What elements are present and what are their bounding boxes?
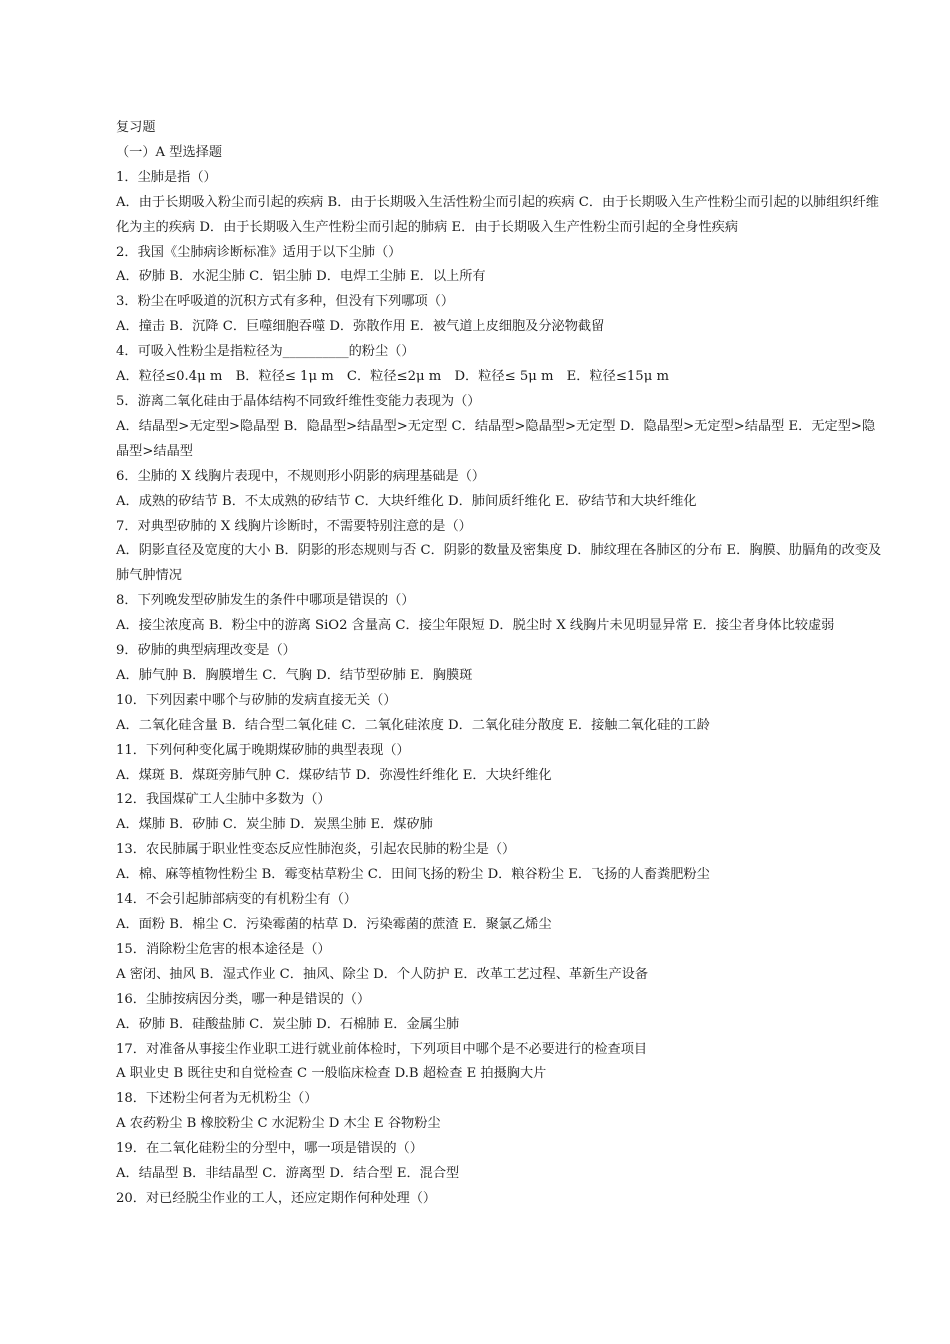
question-options: A．棉、麻等植物性粉尘 B．霉变枯草粉尘 C．田间飞扬的粉尘 D．粮谷粉尘 E．飞扬的人畜粪肥粉尘	[116, 867, 710, 883]
document-content	[116, 116, 886, 1212]
question-options: A．矽肺 B．硅酸盐肺 C．炭尘肺 D．石棉肺 E．金属尘肺	[116, 1016, 460, 1032]
question-stem: 9．矽肺的典型病理改变是（）	[116, 643, 296, 659]
section-heading: （一）A 型选择题	[116, 144, 223, 160]
question-options: A．成熟的矽结节 B．不太成熟的矽结节 C．大块纤维化 D．肺间质纤维化 E．矽结节和大块纤维化	[116, 493, 697, 509]
question-stem: 14．不会引起肺部病变的有机粉尘有（）	[116, 892, 357, 908]
question-options: A．煤肺 B．矽肺 C．炭尘肺 D．炭黑尘肺 E．煤矽肺	[116, 817, 433, 833]
question-stem: 8．下列晚发型矽肺发生的条件中哪项是错误的（）	[116, 593, 415, 609]
question-options: A．撞击 B．沉降 C．巨噬细胞吞噬 D．弥散作用 E．被气道上皮细胞及分泌物截留	[116, 319, 605, 335]
question-options: A．接尘浓度高 B．粉尘中的游离 SiO2 含量高 C．接尘年限短 D．脱尘时 X 线胸片未见明显异常 E．接尘者身体比较虚弱	[116, 618, 835, 634]
question-stem: 20．对已经脱尘作业的工人，还应定期作何种处理（）	[116, 1190, 437, 1206]
question-stem: 19．在二氧化硅粉尘的分型中，哪一项是错误的（）	[116, 1141, 423, 1157]
question-list	[116, 166, 886, 1212]
question-options: A．煤斑 B．煤斑旁肺气肿 C．煤矽结节 D．弥漫性纤维化 E．大块纤维化	[116, 767, 552, 783]
question-options: A．二氧化硅含量 B．结合型二氧化硅 C．二氧化硅浓度 D．二氧化硅分散度 E．接触二氧化硅的工龄	[116, 717, 710, 733]
question-options: A．粒径≤0.4μ m B．粒径≤ 1μ m C．粒径≤2μ m D．粒径≤ 5μ m E．粒径≤15μ m	[116, 369, 669, 385]
question-stem: 4．可吸入性粉尘是指粒径为__________的粉尘（）	[116, 344, 415, 360]
question-options: A 职业史 B 既往史和自觉检查 C 一般临床检查 D.B 超检查 E 拍摄胸大片	[116, 1066, 547, 1082]
question-stem: 10．下列因素中哪个与矽肺的发病直接无关（）	[116, 692, 397, 708]
question-stem: 2．我国《尘肺病诊断标准》适用于以下尘肺（）	[116, 244, 402, 260]
question-stem: 3．粉尘在呼吸道的沉积方式有多种，但没有下列哪项（）	[116, 294, 455, 310]
question-options: A．肺气肿 B．胸膜增生 C．气胸 D．结节型矽肺 E．胸膜斑	[116, 667, 473, 683]
question-stem: 17．对准备从事接尘作业职工进行就业前体检时，下列项目中哪个是不必要进行的检查项目	[116, 1041, 648, 1057]
question-stem: 15．消除粉尘危害的根本途径是（）	[116, 941, 331, 957]
question-options: A 密闭、抽风 B．湿式作业 C．抽风、除尘 D．个人防护 E．改革工艺过程、革新生产设备	[116, 966, 649, 982]
question-stem: 7．对典型矽肺的 X 线胸片诊断时，不需要特别注意的是（）	[116, 518, 472, 534]
document-title: 复习题	[116, 120, 156, 135]
question-options: A 农药粉尘 B 橡胶粉尘 C 水泥粉尘 D 木尘 E 谷物粉尘	[116, 1116, 441, 1132]
question-options: A．面粉 B．棉尘 C．污染霉菌的枯草 D．污染霉菌的蔗渣 E．聚氯乙烯尘	[116, 917, 552, 932]
question-options: A．由于长期吸入粉尘而引起的疾病 B．由于长期吸入生活性粉尘而引起的疾病 C．由于长期吸入生产性粉尘而引起的以肺组织纤维化为主的疾病 D．由于长期吸入生产性粉尘而引起的肺病 E．由于长期吸入生产性粉尘而引起的全身性疾病	[116, 194, 879, 235]
question-stem: 12．我国煤矿工人尘肺中多数为（）	[116, 792, 331, 808]
question-stem: 16．尘肺按病因分类，哪一种是错误的（）	[116, 991, 371, 1007]
question-stem: 11．下列何种变化属于晚期煤矽肺的典型表现（）	[116, 742, 410, 758]
question-stem: 18．下述粉尘何者为无机粉尘（）	[116, 1091, 318, 1107]
question-options: A．阴影直径及宽度的大小 B．阴影的形态规则与否 C．阴影的数量及密集度 D．肺纹理在各肺区的分布 E．胸膜、肋膈角的改变及肺气肿情况	[116, 543, 882, 584]
question-options: A．结晶型 B．非结晶型 C．游离型 D．结合型 E．混合型	[116, 1166, 460, 1182]
question-options: A．结晶型>无定型>隐晶型 B．隐晶型>结晶型>无定型 C．结晶型>隐晶型>无定型 D．隐晶型>无定型>结晶型 E．无定型>隐晶型>结晶型	[116, 418, 876, 459]
question-options: A．矽肺 B．水泥尘肺 C．铝尘肺 D．电焊工尘肺 E．以上所有	[116, 269, 486, 285]
question-stem: 13．农民肺属于职业性变态反应性肺泡炎，引起农民肺的粉尘是（）	[116, 842, 516, 858]
question-stem: 1．尘肺是指（）	[116, 169, 217, 185]
question-stem: 5．游离二氧化硅由于晶体结构不同致纤维性变能力表现为（）	[116, 393, 481, 409]
question-stem: 6．尘肺的 X 线胸片表现中，不规则形小阴影的病理基础是（）	[116, 468, 486, 484]
